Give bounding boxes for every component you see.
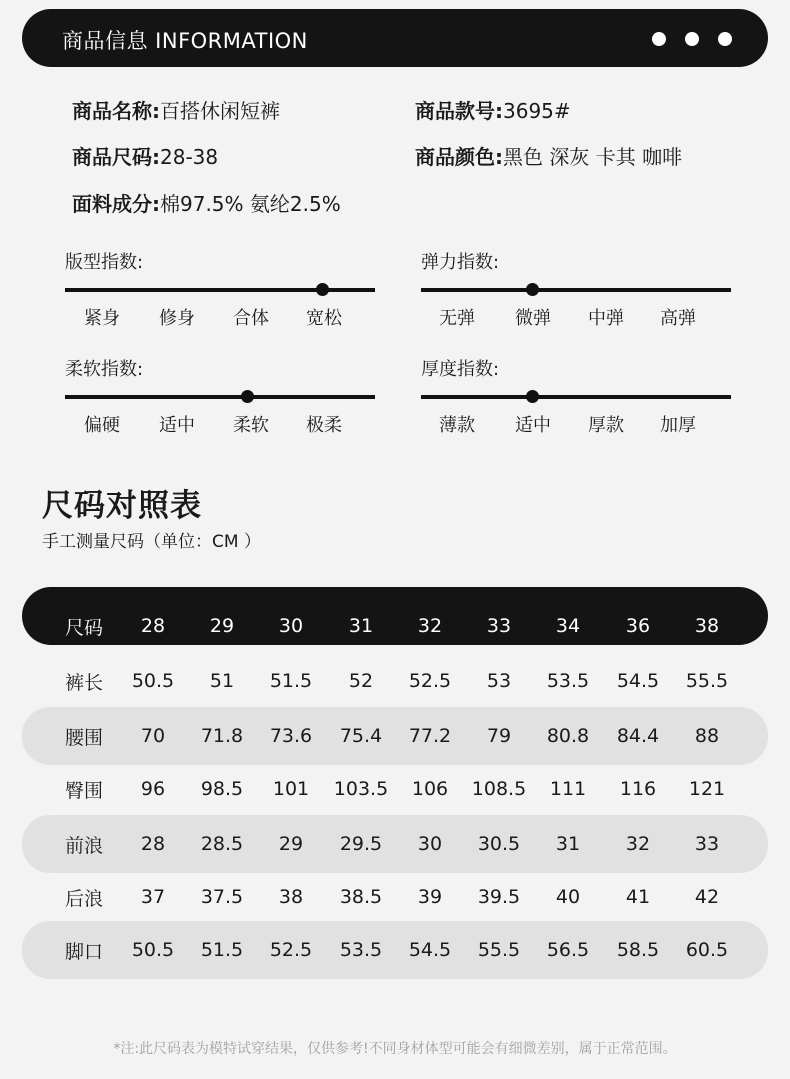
table-cell: 32 [625,833,651,855]
header-cell: 28 [140,615,166,637]
table-cell: 53 [486,670,512,692]
fit-index-option: 宽松 [306,308,342,329]
table-cell: 54.5 [616,670,660,692]
header-cell: 31 [348,615,374,637]
stretch-index-title: 弹力指数: [421,252,500,273]
table-cell: 29.5 [339,833,383,855]
product-name-value: 百搭休闲短裤 [160,99,280,123]
table-cell: 111 [549,778,587,800]
thickness-index-option: 薄款 [439,415,475,436]
table-cell: 116 [619,778,657,800]
table-cell: 38.5 [339,886,383,908]
table-cell: 73.6 [269,725,313,747]
table-cell: 98.5 [200,778,244,800]
fit-index-option: 修身 [159,308,195,329]
stretch-index-option: 高弹 [660,308,696,329]
product-color [415,141,682,170]
row-label: 裤长 [64,671,103,694]
table-cell: 58.5 [616,939,660,961]
info-header-bar [22,9,768,67]
thickness-index-option: 适中 [515,415,551,436]
table-cell: 38 [278,886,304,908]
table-cell: 84.4 [616,725,660,747]
table-cell: 40 [555,886,581,908]
product-size-label: 商品尺码: [72,145,160,169]
size-chart-title: 尺码对照表 [42,488,202,524]
header-cell: 34 [555,615,581,637]
table-row [22,761,768,817]
table-cell: 51.5 [269,670,313,692]
fit-index [65,251,375,329]
table-row [22,707,768,765]
header-cell: 32 [417,615,443,637]
softness-index-option: 柔软 [233,415,269,436]
table-cell: 52 [348,670,374,692]
stretch-index-option: 微弹 [515,308,551,329]
table-cell: 96 [140,778,166,800]
product-color-label: 商品颜色: [415,145,503,169]
product-size-value: 28-38 [160,145,219,169]
table-cell: 31 [555,833,581,855]
table-cell: 60.5 [685,939,729,961]
table-cell: 53.5 [339,939,383,961]
thickness-index-track [421,395,731,399]
softness-index-option: 偏硬 [84,415,120,436]
table-cell: 37.5 [200,886,244,908]
table-row [22,653,768,709]
stretch-index-track [421,288,731,292]
softness-index-knob [241,390,254,403]
thickness-index [421,358,731,436]
product-fabric [72,188,341,217]
table-cell: 51.5 [200,939,244,961]
table-cell: 42 [694,886,720,908]
size-table-header [22,587,768,645]
table-cell: 121 [688,778,726,800]
table-cell: 70 [140,725,166,747]
table-cell: 41 [625,886,651,908]
table-row [22,921,768,979]
table-cell: 101 [272,778,310,800]
stretch-index-knob [526,283,539,296]
row-label: 前浪 [64,834,103,857]
header-cell: 38 [694,615,720,637]
row-label: 后浪 [64,887,103,910]
header-cell: 尺码 [64,616,103,639]
table-cell: 54.5 [408,939,452,961]
size-chart-note: *注:此尺码表为模特试穿结果，仅供参考!不同身材体型可能会有细微差别，属于正常范围。 [113,1041,677,1057]
table-cell: 55.5 [477,939,521,961]
thickness-index-title: 厚度指数: [421,359,500,380]
table-cell: 75.4 [339,725,383,747]
table-cell: 33 [694,833,720,855]
table-cell: 55.5 [685,670,729,692]
table-cell: 39.5 [477,886,521,908]
table-cell: 77.2 [408,725,452,747]
stretch-index-option: 无弹 [439,308,475,329]
info-header-title: 商品信息 INFORMATION [62,29,308,53]
thickness-index-option: 加厚 [660,415,696,436]
product-name-label: 商品名称: [72,99,160,123]
product-model-value: 3695# [503,99,571,123]
row-label: 脚口 [64,940,103,963]
size-chart-subtitle: 手工测量尺码（单位：CM ） [42,532,261,552]
table-cell: 106 [411,778,449,800]
table-cell: 103.5 [333,778,389,800]
header-dots [652,32,732,46]
table-cell: 30.5 [477,833,521,855]
softness-index-option: 极柔 [306,415,342,436]
header-cell: 29 [209,615,235,637]
table-cell: 39 [417,886,443,908]
table-cell: 30 [417,833,443,855]
stretch-index [421,251,731,329]
product-fabric-label: 面料成分: [72,192,160,216]
table-cell: 37 [140,886,166,908]
table-cell: 79 [486,725,512,747]
table-cell: 51 [209,670,235,692]
table-cell: 88 [694,725,720,747]
thickness-index-knob [526,390,539,403]
fit-index-title: 版型指数: [65,252,144,273]
table-cell: 71.8 [200,725,244,747]
table-cell: 80.8 [546,725,590,747]
softness-index-option: 适中 [159,415,195,436]
product-name [72,95,280,124]
table-cell: 108.5 [471,778,527,800]
table-cell: 50.5 [131,939,175,961]
header-cell: 36 [625,615,651,637]
fit-index-knob [316,283,329,296]
product-model-label: 商品款号: [415,99,503,123]
table-cell: 52.5 [408,670,452,692]
fit-index-option: 合体 [233,308,269,329]
table-cell: 52.5 [269,939,313,961]
fit-index-option: 紧身 [84,308,120,329]
dot-icon [652,32,666,46]
product-color-value: 黑色 深灰 卡其 咖啡 [503,145,683,169]
product-size [72,141,218,170]
thickness-index-option: 厚款 [588,415,624,436]
stretch-index-option: 中弹 [588,308,624,329]
header-cell: 30 [278,615,304,637]
header-cell: 33 [486,615,512,637]
table-cell: 53.5 [546,670,590,692]
product-model [415,95,571,124]
softness-index-title: 柔软指数: [65,359,144,380]
row-label: 腰围 [64,726,103,749]
table-cell: 56.5 [546,939,590,961]
row-label: 臀围 [64,779,103,802]
table-cell: 50.5 [131,670,175,692]
softness-index [65,358,375,436]
table-cell: 29 [278,833,304,855]
product-fabric-value: 棉97.5% 氨纶2.5% [160,192,341,216]
table-row [22,815,768,873]
softness-index-track [65,395,375,399]
table-row [22,869,768,925]
table-cell: 28.5 [200,833,244,855]
dot-icon [685,32,699,46]
dot-icon [718,32,732,46]
table-cell: 28 [140,833,166,855]
